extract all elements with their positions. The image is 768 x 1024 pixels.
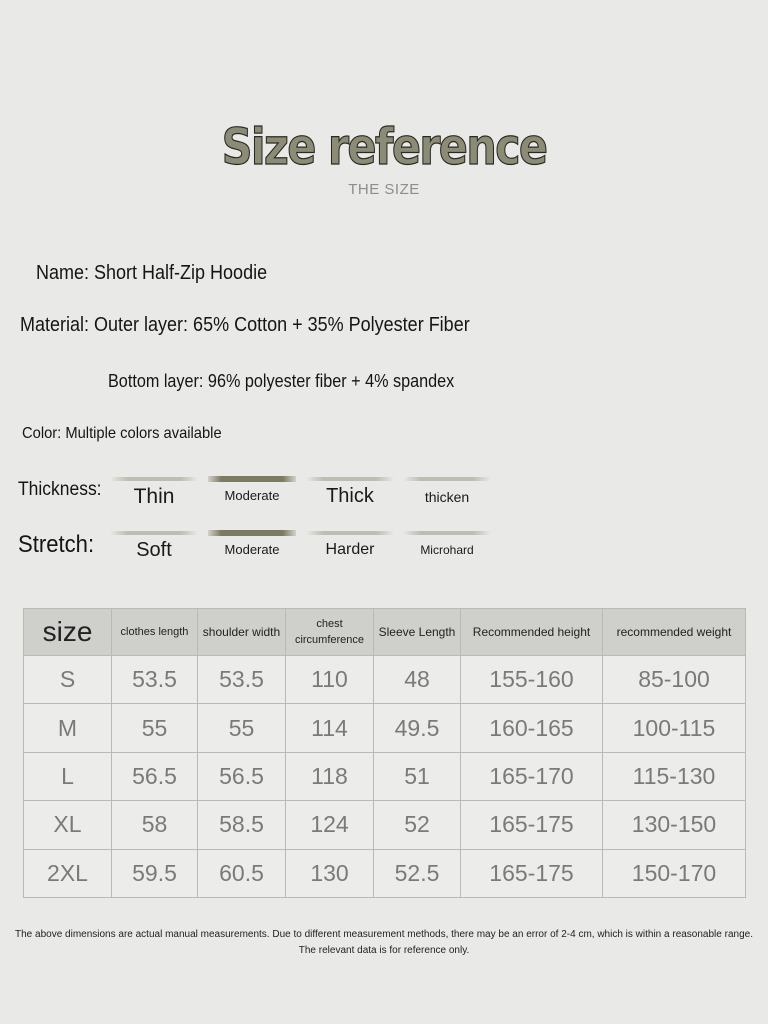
table-cell: 160-165 <box>461 704 603 752</box>
thickness-label: Thickness: <box>18 479 102 500</box>
table-cell: M <box>24 704 112 752</box>
table-cell: 114 <box>286 704 374 752</box>
stretch-option-harder <box>304 531 396 565</box>
table-row <box>24 849 746 897</box>
table-cell: 59.5 <box>112 849 198 897</box>
option-bar <box>306 531 394 535</box>
table-cell: 56.5 <box>112 752 198 800</box>
option-label: Thick <box>326 485 374 507</box>
table-row <box>24 704 746 752</box>
option-bar-selected <box>208 476 296 482</box>
table-cell: 165-170 <box>461 752 603 800</box>
table-header-row <box>24 609 746 656</box>
table-cell: 85-100 <box>603 656 746 704</box>
table-cell: L <box>24 752 112 800</box>
header-sleeve-length: Sleeve Length <box>374 609 461 656</box>
material-outer: Material: Outer layer: 65% Cotton + 35% Polyester Fiber <box>20 314 470 336</box>
table-cell: 165-175 <box>461 801 603 849</box>
table-cell: 52 <box>374 801 461 849</box>
table-cell: 60.5 <box>198 849 286 897</box>
table-cell: 53.5 <box>112 656 198 704</box>
table-cell: 56.5 <box>198 752 286 800</box>
thickness-option-thin <box>108 477 200 511</box>
table-cell: 55 <box>112 704 198 752</box>
table-cell: 155-160 <box>461 656 603 704</box>
header-shoulder-width: shoulder width <box>198 609 286 656</box>
table-cell: 52.5 <box>374 849 461 897</box>
header-clothes-length: clothes length <box>112 609 198 656</box>
option-bar <box>110 477 198 481</box>
option-label: thicken <box>424 489 470 505</box>
header-size: size <box>24 609 112 656</box>
option-label: Thin <box>133 485 175 508</box>
thickness-option-thicken <box>401 477 493 511</box>
size-table <box>23 608 746 898</box>
table-cell: 100-115 <box>603 704 746 752</box>
option-bar-selected <box>208 530 296 536</box>
table-cell: 115-130 <box>603 752 746 800</box>
table-cell: 150-170 <box>603 849 746 897</box>
option-bar <box>110 531 198 535</box>
table-row <box>24 801 746 849</box>
option-label: Moderate <box>224 542 280 557</box>
stretch-option-moderate <box>206 530 298 564</box>
material-bottom: Bottom layer: 96% polyester fiber + 4% spandex <box>108 371 455 391</box>
option-bar <box>306 477 394 481</box>
thickness-option-thick <box>304 477 396 511</box>
table-cell: 165-175 <box>461 849 603 897</box>
table-cell: 58 <box>112 801 198 849</box>
option-label: Moderate <box>224 488 280 503</box>
table-cell: 55 <box>198 704 286 752</box>
option-label: Microhard <box>420 543 474 557</box>
thickness-option-moderate <box>206 476 298 510</box>
table-cell: 124 <box>286 801 374 849</box>
table-row <box>24 752 746 800</box>
table-cell: 58.5 <box>198 801 286 849</box>
header-recommended-height: Recommended height <box>461 609 603 656</box>
page-title: Size reference <box>221 118 547 176</box>
table-cell: 49.5 <box>374 704 461 752</box>
table-cell: 48 <box>374 656 461 704</box>
measurement-note: The above dimensions are actual manual measurements. Due to different measurement methods, there may be an error of 2-4 cm, which is within a reasonable range. The relevant data is for reference only. <box>15 929 753 956</box>
option-bar <box>403 531 491 535</box>
table-cell: 118 <box>286 752 374 800</box>
header-recommended-weight: recommended weight <box>603 609 746 656</box>
table-cell: 51 <box>374 752 461 800</box>
table-cell: 130 <box>286 849 374 897</box>
color-info: Color: Multiple colors available <box>22 425 222 442</box>
table-cell: 2XL <box>24 849 112 897</box>
option-label: Soft <box>136 539 172 561</box>
stretch-option-soft <box>108 531 200 565</box>
option-bar <box>403 477 491 481</box>
table-cell: 53.5 <box>198 656 286 704</box>
product-name: Name: Short Half-Zip Hoodie <box>36 262 268 284</box>
table-cell: 110 <box>286 656 374 704</box>
table-cell: S <box>24 656 112 704</box>
stretch-option-microhard <box>401 531 493 565</box>
option-label: Harder <box>325 541 375 558</box>
table-row <box>24 656 746 704</box>
stretch-label: Stretch: <box>18 531 95 558</box>
table-cell: XL <box>24 801 112 849</box>
table-cell: 130-150 <box>603 801 746 849</box>
page-subtitle: THE SIZE <box>348 181 420 198</box>
header-chest-circumference: chest circumference <box>286 609 374 656</box>
